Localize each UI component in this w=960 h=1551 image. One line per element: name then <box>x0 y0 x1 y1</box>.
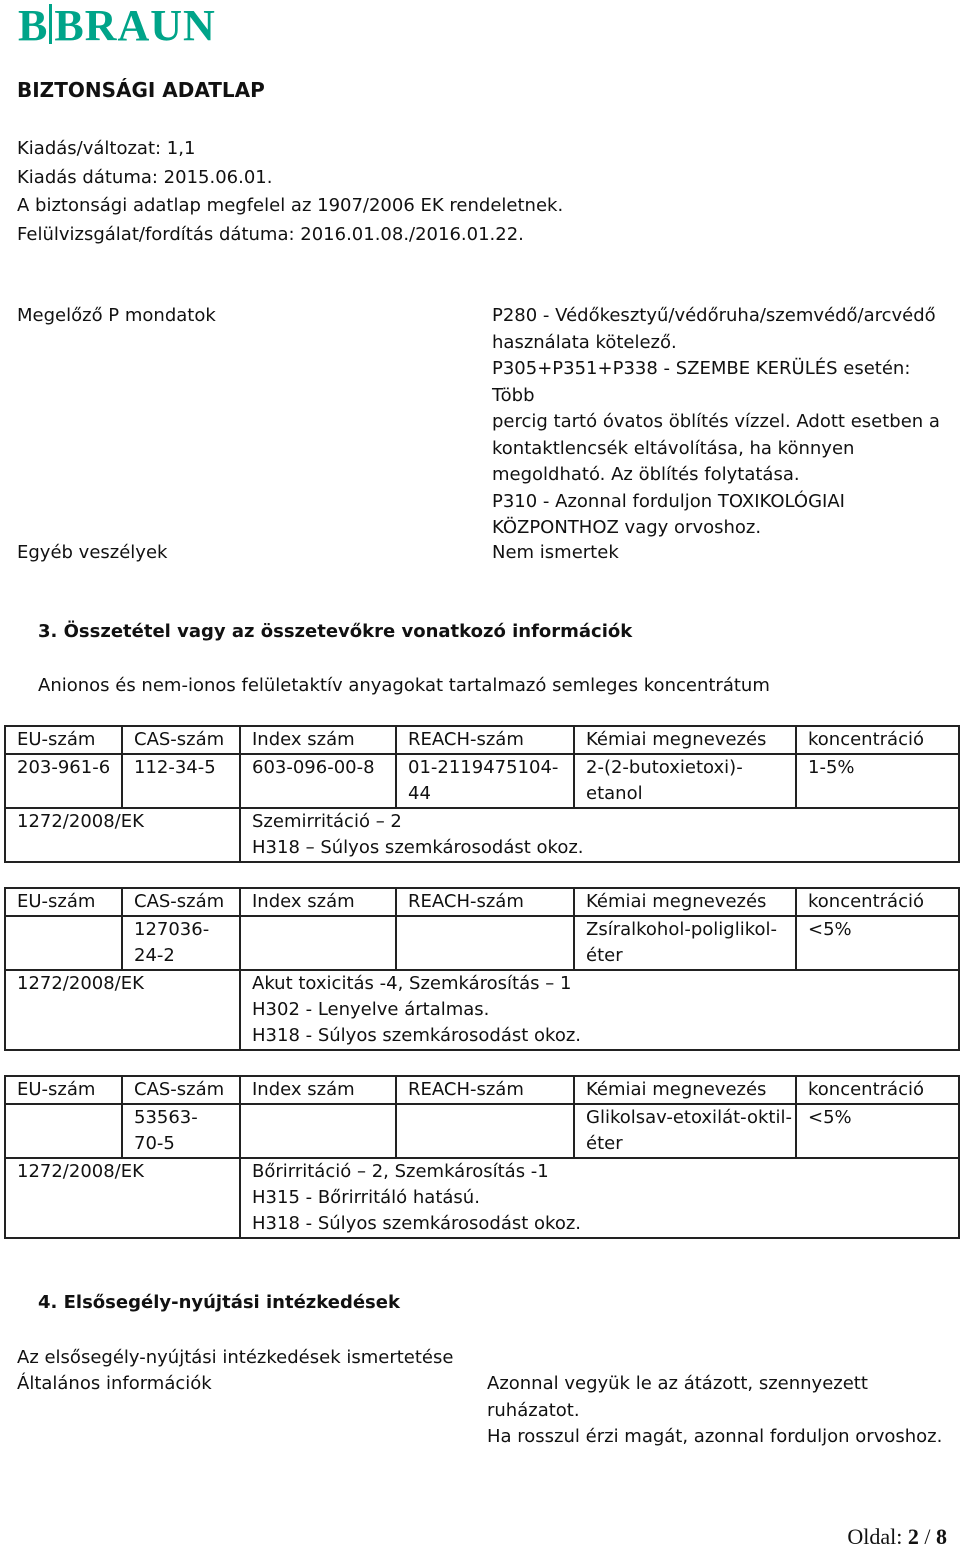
header-cas: CAS-szám <box>122 1076 240 1104</box>
classification-line: Szemirritáció – 2 <box>252 811 402 832</box>
precaution-line: kontaktlencsék eltávolítása, ha könnyen <box>492 437 855 459</box>
precaution-line: P310 - Azonnal forduljon TOXIKOLÓGIAI <box>492 490 845 512</box>
general-info-line: Azonnal vegyük le az átázott, szennyezett <box>487 1373 868 1394</box>
meta-version: Kiadás/változat: 1,1 <box>17 138 196 159</box>
braun-logo: B BRAUN <box>18 1 216 50</box>
table-row <box>5 916 959 970</box>
regulation: 1272/2008/EK <box>5 970 240 1050</box>
eu-number <box>5 916 122 970</box>
regulation: 1272/2008/EK <box>5 808 240 862</box>
classification <box>240 808 959 862</box>
header-cas: CAS-szám <box>122 726 240 754</box>
document-meta <box>17 135 563 249</box>
other-hazards-label: Egyéb veszélyek <box>17 542 168 563</box>
classification-line: Akut toxicitás -4, Szemkárosítás – 1 <box>252 973 572 994</box>
reach-number: 01-2119475104-44 <box>396 754 574 808</box>
header-concentration: koncentráció <box>796 1076 959 1104</box>
general-info-line: Ha rosszul érzi magát, azonnal forduljon orvoshoz. <box>487 1426 943 1447</box>
general-info-line: ruházatot. <box>487 1399 580 1421</box>
cas-number: 127036-24-2 <box>122 916 240 970</box>
current-page: 2 <box>907 1524 919 1549</box>
header-cas: CAS-szám <box>122 888 240 916</box>
classification-line: H318 - Súlyos szemkárosodást okoz. <box>252 1213 582 1234</box>
ingredient-table-1 <box>4 725 960 863</box>
meta-revision-date: Felülvizsgálat/fordítás dátuma: 2016.01.08./2016.01.22. <box>17 223 524 245</box>
general-info-label: Általános információk <box>17 1373 212 1394</box>
precaution-text <box>492 303 952 542</box>
header-concentration: koncentráció <box>796 888 959 916</box>
concentration: <5% <box>796 916 959 970</box>
header-chemical-name: Kémiai megnevezés <box>574 888 796 916</box>
table-header-row <box>5 1076 959 1104</box>
total-pages: 8 <box>936 1524 947 1549</box>
reach-number <box>396 1104 574 1158</box>
header-chemical-name: Kémiai megnevezés <box>574 1076 796 1104</box>
ingredient-table-3 <box>4 1075 960 1239</box>
classification-line: Bőrirritáció – 2, Szemkárosítás -1 <box>252 1161 549 1182</box>
eu-number: 203-961-6 <box>5 754 122 808</box>
section3-intro: Anionos és nem-ionos felületaktív anyagokat tartalmazó semleges koncentrátum <box>38 675 770 696</box>
index-number <box>240 916 396 970</box>
meta-regulation: A biztonsági adatlap megfelel az 1907/2006 EK rendeletnek. <box>17 195 564 216</box>
header-eu: EU-szám <box>5 1076 122 1104</box>
section3-title: 3. Összetétel vagy az összetevőkre vonatkozó információk <box>38 621 633 642</box>
header-reach: REACH-szám <box>396 726 574 754</box>
page-label: Oldal: <box>847 1524 903 1549</box>
concentration: 1-5% <box>796 754 959 808</box>
header-index: Index szám <box>240 726 396 754</box>
table-row <box>5 1104 959 1158</box>
precaution-line: P305+P351+P338 - SZEMBE KERÜLÉS esetén: Több <box>492 358 911 406</box>
header-eu: EU-szám <box>5 726 122 754</box>
header-concentration: koncentráció <box>796 726 959 754</box>
chemical-name: 2-(2-butoxietoxi)-etanol <box>574 754 796 808</box>
concentration: <5% <box>796 1104 959 1158</box>
section4-title: 4. Elsősegély-nyújtási intézkedések <box>38 1292 400 1313</box>
index-number: 603-096-00-8 <box>240 754 396 808</box>
precaution-line: megoldható. Az öblítés folytatása. <box>492 464 800 485</box>
cas-number: 112-34-5 <box>122 754 240 808</box>
precaution-line: P280 - Védőkesztyű/védőruha/szemvédő/arcvédő <box>492 305 936 326</box>
header-eu: EU-szám <box>5 888 122 916</box>
meta-issue-date: Kiadás dátuma: 2015.06.01. <box>17 166 273 188</box>
classification <box>240 970 959 1050</box>
classification-row <box>5 1158 959 1238</box>
precaution-line: percig tartó óvatos öblítés vízzel. Adott esetben a <box>492 411 940 432</box>
chemical-name: Zsíralkohol-poliglikol-éter <box>574 916 796 970</box>
page-number <box>847 1523 947 1551</box>
header-reach: REACH-szám <box>396 888 574 916</box>
regulation: 1272/2008/EK <box>5 1158 240 1238</box>
table-header-row <box>5 726 959 754</box>
classification-line: H315 - Bőrirritáló hatású. <box>252 1187 480 1208</box>
general-info-text <box>487 1371 947 1451</box>
section4-subtitle: Az elsősegély-nyújtási intézkedések ismertetése <box>17 1347 454 1368</box>
precaution-line: KÖZPONTHOZ vagy orvoshoz. <box>492 517 762 538</box>
classification-line: H318 – Súlyos szemkárosodást okoz. <box>252 837 584 858</box>
classification-line: H302 - Lenyelve ártalmas. <box>252 999 490 1020</box>
classification <box>240 1158 959 1238</box>
document-title: BIZTONSÁGI ADATLAP <box>17 78 265 102</box>
index-number <box>240 1104 396 1158</box>
cas-number: 53563-70-5 <box>122 1104 240 1158</box>
precaution-label: Megelőző P mondatok <box>17 305 216 326</box>
reach-number <box>396 916 574 970</box>
classification-row <box>5 808 959 862</box>
other-hazards-value: Nem ismertek <box>492 542 619 563</box>
header-reach: REACH-szám <box>396 1076 574 1104</box>
header-index: Index szám <box>240 888 396 916</box>
ingredient-table-2 <box>4 887 960 1051</box>
eu-number <box>5 1104 122 1158</box>
precaution-line: használata kötelező. <box>492 331 677 353</box>
header-index: Index szám <box>240 1076 396 1104</box>
classification-row <box>5 970 959 1050</box>
table-header-row <box>5 888 959 916</box>
table-row <box>5 754 959 808</box>
chemical-name: Glikolsav-etoxilát-oktil-éter <box>574 1104 796 1158</box>
page-separator: / <box>918 1524 936 1549</box>
classification-line: H318 - Súlyos szemkárosodást okoz. <box>252 1025 582 1046</box>
header-chemical-name: Kémiai megnevezés <box>574 726 796 754</box>
